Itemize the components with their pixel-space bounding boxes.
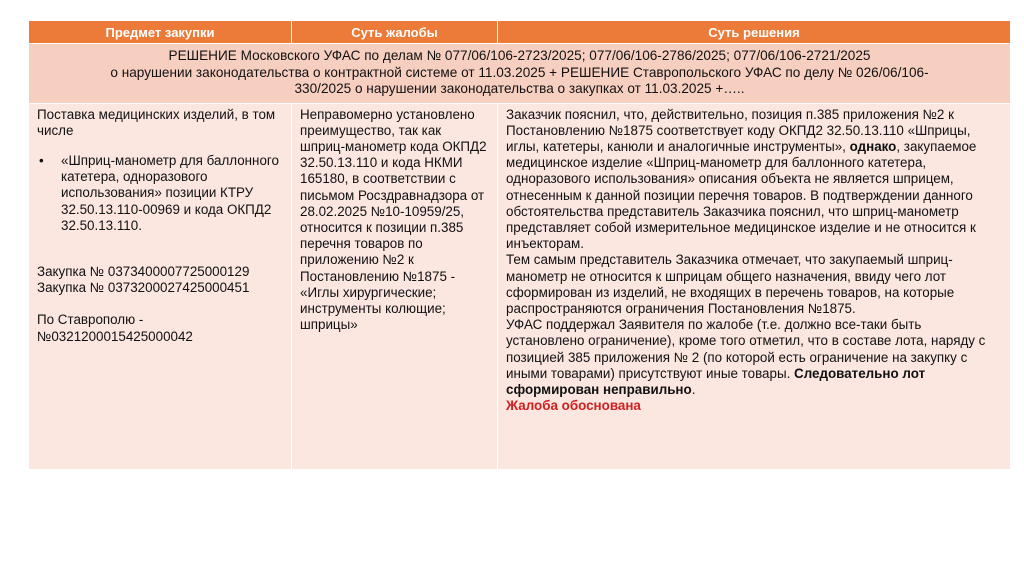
stavropol-purchase: По Ставрополю - №0321200015425000042 — [37, 312, 193, 344]
header-decision: Суть решения — [498, 21, 1011, 44]
banner-line-3: 330/2025 о нарушении законодательства о закупках от 11.03.2025 +….. — [294, 81, 745, 96]
content-row — [29, 103, 1011, 469]
verdict-text: Жалоба обоснована — [506, 398, 641, 414]
subject-cell — [29, 103, 292, 469]
purchase-number-2: Закупка № 0373200027425000451 — [37, 280, 250, 296]
decision-p1-emphasis: однако — [845, 138, 897, 154]
banner-line-2: о нарушении законодательства о контрактной системе от 11.03.2025 + РЕШЕНИЕ Ставропольского УФАС по делу № 026/06/106- — [110, 64, 929, 80]
subject-intro: Поставка медицинских изделий, в том числе — [37, 106, 276, 138]
decision-p1-text: Заказчик пояснил, что, действительно, позиция п.385 приложения №2 к Постановлению №1875 соответствует коду ОКПД2 32.50.13.110 «Шприцы, иглы, катетеры, канюли и аналогичные инструменты», — [506, 106, 971, 154]
decision-cell — [498, 103, 1011, 469]
complaint-cell — [292, 103, 498, 469]
decision-table — [28, 20, 1011, 470]
purchase-number-1: Закупка № 0373400007725000129 — [37, 263, 250, 279]
decision-paragraph-2: Тем самым представитель Заказчика отмечает, что закупаемый шприц-манометр не относится к шприцам общего назначения, ввиду чего лот сформирован из изделий, не входящих в перечень товаров, на которые распространяются ограничения Постановления №1875. — [506, 252, 955, 316]
decision-banner — [29, 44, 1011, 104]
decision-p1-text-2: , закупаемое медицинское изделие «Шприц-манометр для баллонного катетера, одноразового использования» описания объекта не является шприцем, отнесенным к данной позиции перечня товаров. В подтверждении данного обстоятельства представитель Заказчика пояснил, что шприц-манометр представляет собой измерительное медицинское изделие и не относится к инъекторам. — [506, 138, 977, 252]
complaint-text: Неправомерно установлено преимущество, так как шприц-манометр кода ОКПД2 32.50.13.110 и кода НКМИ 165180, в соответствии с письмом Росздравнадзора от 28.02.2025 №10-10959/25, относится к позиции п.385 перечня товаров по приложению №2 к Постановлению №1875 - «Иглы хирургические; инструменты колющие; шприцы» — [300, 106, 487, 333]
banner-line-1: РЕШЕНИЕ Московского УФАС по делам № 077/06/106-2723/2025; 077/06/106-2786/2025; 077/06/106-2721/2025 — [168, 48, 871, 63]
header-subject: Предмет закупки — [29, 21, 292, 44]
decision-p3-text: УФАС поддержал Заявителя по жалобе (т.е. должно все-таки быть установлено ограничение), кроме того отметил, что в составе лота, наряду с позицией 385 приложения № 2 (по которой есть ограничение на закупку с иными товарами) присутствуют иные товары. — [506, 317, 986, 381]
banner-row — [29, 44, 1011, 104]
decision-paragraph-3 — [506, 317, 1002, 398]
subject-bullet-text: «Шприц-манометр для баллонного катетера, одноразового использования» позиции КТРУ 32.50.13.110-00969 и кода ОКПД2 32.50.13.110. — [61, 152, 279, 233]
decision-paragraph-1 — [506, 107, 1002, 253]
header-row — [29, 21, 1011, 44]
header-complaint: Суть жалобы — [292, 21, 498, 44]
decision-p3-end: . — [691, 381, 696, 397]
bullet-marker: • — [39, 152, 44, 168]
subject-bullet — [37, 153, 283, 234]
decision-p3-emphasis: Следовательно лот сформирован неправильно — [506, 365, 926, 397]
